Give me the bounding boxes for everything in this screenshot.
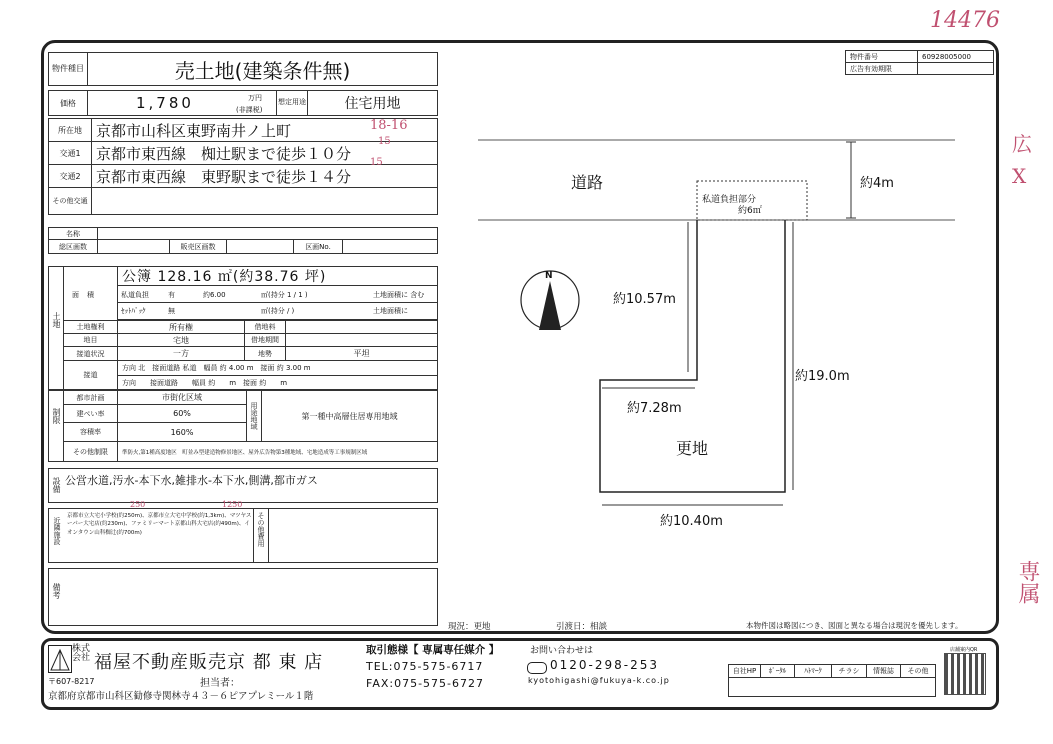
road-label: 接道 (63, 360, 118, 390)
far-value: 160% (117, 422, 247, 442)
private-road-area: 約6.00 (203, 291, 226, 299)
lease-term-label: 借地期間 (244, 333, 286, 347)
ad-period-label: 広告有効期限 (845, 62, 918, 75)
other-restriction-label: その他制限 (63, 441, 118, 462)
company-address: 京都府京都市山科区勧修寺関林寺４３－６ピアプレミール１階 (48, 691, 314, 702)
regulation-label: 制限 (52, 408, 61, 424)
block-number-label: 区画No. (293, 239, 343, 254)
handwritten-correction-3: 250 (130, 500, 146, 509)
coverage-label: 建ぺい率 (63, 404, 118, 423)
property-number-value: 60928005000 (917, 50, 994, 63)
private-road-text: 私道負担部分 (702, 195, 757, 205)
category-label: 地目 (63, 333, 118, 347)
zoning-value: 第一種中高層住居専用地域 (261, 390, 438, 442)
setback-unit: ㎡(持分 / ) (261, 307, 295, 315)
company-logo-icon (48, 645, 72, 673)
private-road-unit: ㎡(持分 1 / 1 ) (261, 291, 308, 299)
use-value: 住宅用地 (307, 90, 438, 116)
price-value: 1,780 (136, 94, 194, 112)
facilities-value: 公営水道,汚水-本下水,雑排水-本下水,側溝,都市ガス (65, 474, 318, 487)
qr-label: 店舗案内QR (950, 647, 978, 653)
contact-value: 一方 (117, 346, 245, 361)
qr-code-icon (944, 653, 986, 695)
company-postal: 〒607-8217 (48, 677, 95, 686)
land-section-label: 土地 (52, 312, 61, 328)
transport-2-value: 京都市東西線 東野駅まで徒歩１４分 (91, 164, 438, 188)
transport-other-label: その他交通 (48, 187, 92, 215)
terrain-label: 地勢 (244, 346, 286, 361)
setback-has: 無 (168, 307, 175, 315)
dimension-1: 約10.57m (613, 292, 676, 307)
location-label: 所在地 (48, 118, 92, 142)
media-2: ﾎﾟｰﾀﾙ (760, 664, 795, 678)
contact-label: 接道状況 (63, 346, 118, 361)
handwritten-correction-1: 15 (378, 136, 391, 147)
sale-blocks-label: 販売区画数 (169, 239, 227, 254)
private-road-has: 有 (168, 291, 175, 299)
dimension-2: 約19.0m (795, 369, 850, 384)
transport-2-label: 交通2 (48, 164, 92, 188)
nearby-value: 京都市立大宅小学校(約250m)、京都市立大宅中学校(約1,3km)、マツヤスーパー大宅店(約230m)、ファミリーマート京都山科大宅店(約490m)、イオンタウン山科椥辻(約700m) (67, 513, 252, 536)
lease-fee-label: 借地料 (244, 320, 286, 334)
area-label: 面積 (72, 291, 102, 299)
handwritten-correction-4: 1250 (222, 500, 243, 509)
city-plan-value: 市街化区域 (117, 390, 247, 405)
remarks-label: 備考 (52, 583, 61, 599)
price-label: 価格 (48, 90, 88, 116)
dimension-4: 約10.40m (660, 514, 723, 529)
north-arrow (539, 281, 561, 330)
company-type: 株式会社 (72, 644, 91, 664)
company-fax: FAX:075-575-6727 (366, 677, 485, 690)
transport-1-label: 交通1 (48, 141, 92, 165)
media-checkboxes (728, 677, 936, 697)
media-4: チラシ (831, 664, 867, 678)
company-tel: TEL:075-575-6717 (366, 660, 484, 673)
handover: 引渡日：相談 (556, 622, 608, 632)
handwritten-lot: 18-16 (370, 118, 408, 133)
free-dial: 0120-298-253 (550, 658, 660, 672)
area-value: 公簿 128.16 ㎡(約38.76 坪) (122, 269, 327, 285)
road-2: 方向 接面道路 幅員 約 m 接面 約 m (117, 375, 438, 390)
handwritten-note: 広 X (1012, 132, 1032, 188)
person-label: 担当者： (200, 678, 240, 689)
terrain-value: 平坦 (285, 346, 438, 361)
company-email: kyotohigashi@fukuya-k.co.jp (528, 676, 670, 685)
handwritten-correction-2: 15 (370, 157, 383, 168)
setback-label: ｾｯﾄﾊﾞｯｸ (121, 307, 146, 315)
price-unit: 万円 (248, 94, 262, 102)
status: 現況：更地 (448, 622, 491, 632)
road-1: 方向 北 接面道路 私道 幅員 約 4.00 m 接面 約 3.00 m (117, 360, 438, 376)
other-restriction-value: 準防火,第1種高度地区 町並み型建造物修景地区、屋外広告物第3種地域、宅地造成等工事規制区域 (117, 441, 438, 462)
property-type: 売土地(建築条件無) (87, 52, 438, 86)
inquiry-label: お問い合わせは (530, 646, 594, 656)
price-tax: (非課税) (236, 106, 263, 114)
company-name: 福屋不動産販売京 都 東 店 (94, 652, 324, 673)
title-label: 物件種目 (48, 52, 88, 86)
private-road-label: 私道負担 (121, 291, 149, 299)
nearby-label: 近隣施設 (53, 517, 61, 545)
city-plan-label: 都市計画 (63, 390, 118, 405)
media-1: 自社HP (728, 664, 761, 678)
handwritten-number: 14476 (930, 8, 1000, 33)
free-dial-icon (527, 662, 547, 674)
private-road-area-text: 約6㎡ (738, 206, 762, 216)
property-number-label: 物件番号 (845, 50, 918, 63)
transport-1-value: 京都市東西線 椥辻駅まで徒歩１０分 (91, 141, 438, 165)
name-label: 名称 (48, 227, 98, 240)
location-value: 京都市山科区東野南井ノ上町 (91, 118, 438, 142)
private-road-inclusion: 土地面積に 含む (373, 291, 425, 299)
category-value: 宅地 (117, 333, 245, 347)
total-blocks-label: 総区画数 (48, 239, 98, 254)
rights-value: 所有権 (117, 320, 245, 334)
handwritten-stamp: 専属 (1015, 560, 1040, 604)
zoning-label: 用途地域 (246, 390, 262, 442)
road-label: 道路 (571, 173, 604, 192)
far-label: 容積率 (63, 422, 118, 442)
rights-label: 土地権利 (63, 320, 118, 334)
dimension-3: 約7.28m (627, 401, 682, 416)
setback-inclusion: 土地面積に (373, 307, 408, 315)
media-3: ﾊﾄﾏｰｸ (794, 664, 832, 678)
coverage-value: 60% (117, 404, 247, 423)
media-6: その他 (900, 664, 936, 678)
road-width: 約4m (860, 176, 894, 191)
deal-type: 取引態様【 専属専任媒介 】 (366, 644, 500, 656)
map-note: 本物件図は略図につき、図面と異なる場合は現況を優先します。 (746, 621, 963, 630)
north-label: N (545, 271, 553, 281)
other-cost-label: その他費用 (257, 512, 265, 547)
use-label: 想定用途 (276, 90, 308, 116)
lot-label: 更地 (676, 439, 709, 458)
facilities-label: 設備 (52, 477, 61, 493)
media-5: 情報誌 (866, 664, 901, 678)
